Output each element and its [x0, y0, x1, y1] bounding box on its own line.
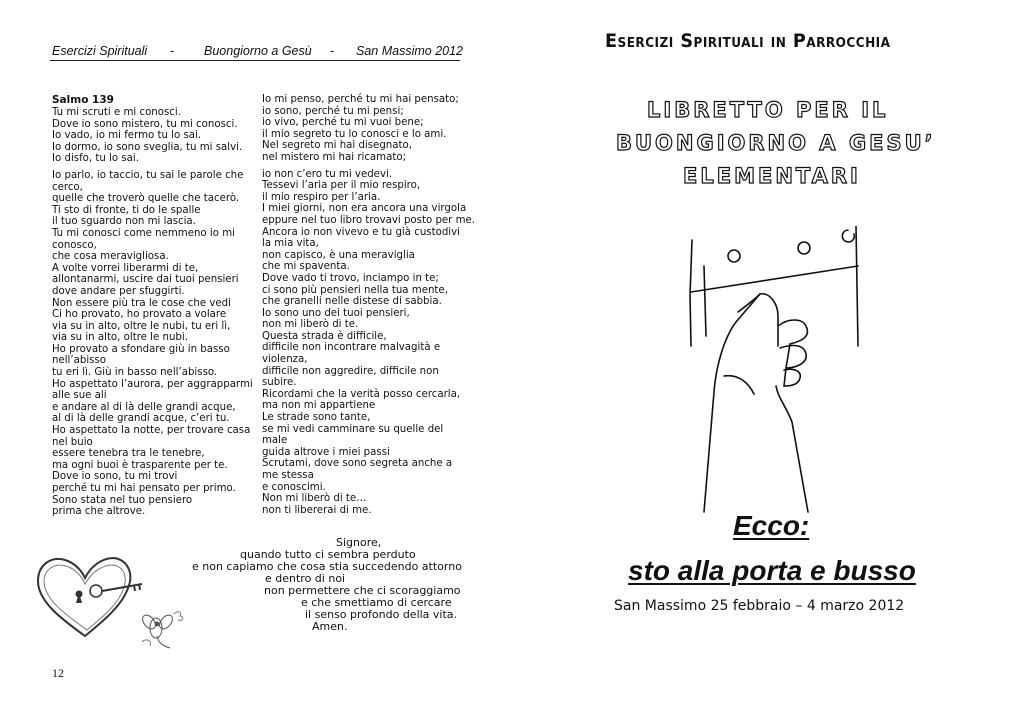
header-part1: Esercizi Spirituali	[52, 44, 148, 58]
header-sep1: -	[170, 44, 175, 58]
header-part2: Buongiorno a Gesù	[204, 44, 312, 58]
psalm-line: io sono, perché tu mi pensi;	[262, 105, 404, 117]
psalm-line: Io sono uno dei tuoi pensieri,	[262, 307, 410, 319]
psalm-line: la mia vita,	[262, 238, 319, 250]
psalm-line: Ricordami che la verità posso cercarla,	[262, 388, 461, 400]
prayer-line: Amen.	[312, 620, 348, 633]
psalm-line: io vivo, perché tu mi vuoi bene;	[262, 117, 424, 129]
psalm-line: guida altrove i miei passi	[262, 446, 390, 458]
psalm-line: che mi spaventa.	[262, 261, 350, 273]
psalm-line: Questa strada è difficile,	[262, 330, 387, 342]
psalm-line: Dove io sono, tu mi trovi	[52, 471, 178, 483]
psalm-line: Dove vado ti trovo, inciampo in te;	[262, 272, 439, 284]
psalm-line: Dove io sono mistero, tu mi conosci.	[52, 118, 238, 130]
cover-subtitle-line2: BUONGIORNO A GESU’	[616, 131, 936, 155]
cover-motto: sto alla porta e busso	[628, 555, 916, 586]
psalm-line: nell’abisso	[52, 355, 107, 367]
psalm-line: via su in alto, oltre le nubi.	[52, 332, 188, 344]
prayer-line: e non capiamo che cosa stia succedendo attorno	[192, 560, 462, 573]
psalm-line: Io vado, io mi fermo tu lo sai.	[52, 130, 202, 142]
psalm-line: Io dormo, io sono sveglia, tu mi salvi.	[52, 141, 243, 153]
psalm-stanza	[52, 107, 252, 165]
prayer-line: il senso profondo della vita.	[305, 608, 458, 621]
psalm-stanza	[52, 170, 252, 518]
psalm-line: allontanarmi, uscire dai tuoi pensieri	[52, 274, 239, 286]
psalm-line: Le strade sono tante,	[262, 412, 371, 424]
psalm-line: via su in alto, oltre le nubi, tu eri lì,	[52, 320, 231, 332]
psalm-line: il tuo sguardo non mi lascia.	[52, 216, 196, 228]
psalm-line: ma ogni buoi è trasparente per te.	[52, 459, 228, 471]
psalm-line: che granelli nelle distese di sabbia.	[262, 296, 442, 308]
psalm-line: Scrutami, dove sono segreta anche a	[262, 458, 453, 470]
psalm-line: e andare al di là delle grandi acque,	[52, 401, 236, 413]
psalm-line: male	[262, 435, 288, 447]
prayer-line: e dentro di noi	[265, 572, 346, 585]
psalm-line: cerco,	[52, 181, 83, 193]
psalm-line: conosco,	[52, 239, 97, 251]
cover-ecco: Ecco:	[733, 510, 810, 541]
flower-icon	[136, 604, 188, 650]
psalm-line: Io parlo, io taccio, tu sai le parole che	[52, 169, 244, 181]
psalm-line: Ho provato a sfondare giù in basso	[52, 343, 230, 355]
prayer-line: quando tutto ci sembra perduto	[240, 548, 416, 561]
psalm-column-1	[52, 94, 252, 518]
psalm-line: I miei giorni, non era ancora una virgola	[262, 203, 467, 215]
psalm-line: nel mistero mi hai ricamato;	[262, 151, 407, 163]
cover-dates: San Massimo 25 febbraio – 4 marzo 2012	[614, 598, 905, 614]
heart-key-icon	[30, 546, 150, 646]
psalm-line: Ci ho provato, ho provato a volare	[52, 309, 227, 321]
psalm-line: il mio segreto tu lo conosci e lo ami.	[262, 128, 447, 140]
psalm-line: Ti sto di fronte, ti do le spalle	[52, 204, 201, 216]
psalm-line: ci sono più pensieri nella tua mente,	[262, 284, 448, 296]
psalm-line: dove andare per sfuggirti.	[52, 285, 185, 297]
cover-subtitle-line3: ELEMENTARI	[683, 164, 861, 188]
psalm-line: il mio respiro per l’aria.	[262, 191, 381, 203]
psalm-line: Ho aspettato la notte, per trovare casa	[52, 425, 251, 437]
psalm-line: prima che altrove.	[52, 506, 146, 518]
psalm-line: subire.	[262, 377, 297, 389]
psalm-line: difficile non incontrare malvagità e	[262, 342, 441, 354]
psalm-line: se mi vedi camminare su quelle del	[262, 423, 444, 435]
cover-title: Esercizi Spirituali in Parrocchia	[605, 30, 891, 52]
psalm-line: Tu mi conosci come nemmeno io mi	[52, 227, 235, 239]
psalm-line: Non essere più tra le cose che vedi	[52, 297, 231, 309]
psalm-line: essere tenebra tra le tenebre,	[52, 448, 205, 460]
psalm-line: ma non mi appartiene	[262, 400, 376, 412]
header-sep2: -	[330, 44, 335, 58]
psalm-line: che cosa meravigliosa.	[52, 251, 169, 263]
psalm-line: non ti libererai di me.	[262, 504, 372, 516]
psalm-line: quelle che troverò quelle che tacerò.	[52, 193, 240, 205]
psalm-line: difficile non aggredire, difficile non	[262, 365, 439, 377]
psalm-line: e conoscimi.	[262, 481, 326, 493]
cover-subtitle-line1: LIBRETTO PER IL	[647, 98, 889, 122]
psalm-stanza	[262, 94, 477, 164]
psalm-line: perché tu mi hai pensato per primo.	[52, 483, 236, 494]
psalm-line: tu eri lì. Giù in basso nell’abisso.	[52, 367, 218, 379]
prayer-line: Signore,	[336, 536, 382, 549]
psalm-line: violenza,	[262, 354, 308, 366]
psalm-line: Ancora io non vivevo e tu già custodivi	[262, 226, 460, 238]
psalm-line: nel buio	[52, 436, 93, 448]
psalm-title: Salmo 139	[52, 94, 114, 106]
psalm-line: eppure nel tuo libro trovavi posto per me.	[262, 214, 476, 226]
header-part3: San Massimo 2012	[356, 44, 464, 58]
psalm-line: Ho aspettato l’aurora, per aggrapparmi	[52, 378, 253, 390]
psalm-line: non capisco, è una meraviglia	[262, 249, 415, 261]
psalm-line: Tessevi l’aria per il mio respiro,	[262, 180, 421, 192]
psalm-line: Io disfo, tu lo sai.	[52, 153, 139, 165]
psalm-stanza	[262, 169, 477, 517]
psalm-line: Io mi penso, perché tu mi hai pensato;	[262, 94, 459, 105]
psalm-line: non mi liberò di te.	[262, 319, 359, 331]
psalm-line: A volte vorrei liberarmi di te,	[52, 262, 199, 274]
psalm-line: Tu mi scruti e mi conosci.	[52, 107, 181, 118]
psalm-line: al di là delle grandi acque, c’eri tu.	[52, 413, 230, 425]
psalm-column-2	[262, 94, 477, 516]
psalm-line: me stessa	[262, 470, 314, 481]
psalm-line: io non c’ero tu mi vedevi.	[262, 168, 393, 180]
prayer-line: non permettere che ci scoraggiamo	[264, 584, 461, 597]
prayer-line: e che smettiamo di cercare	[301, 596, 452, 609]
door-knock-illustration-icon	[688, 226, 878, 518]
page-number: 12	[52, 666, 64, 680]
psalm-line: alle sue ali	[52, 390, 107, 402]
psalm-line: Nel segreto mi hai disegnato,	[262, 140, 412, 152]
header-rule	[50, 60, 460, 61]
psalm-line: Non mi liberò di te…	[262, 493, 367, 505]
psalm-line: Sono stata nel tuo pensiero	[52, 494, 193, 506]
